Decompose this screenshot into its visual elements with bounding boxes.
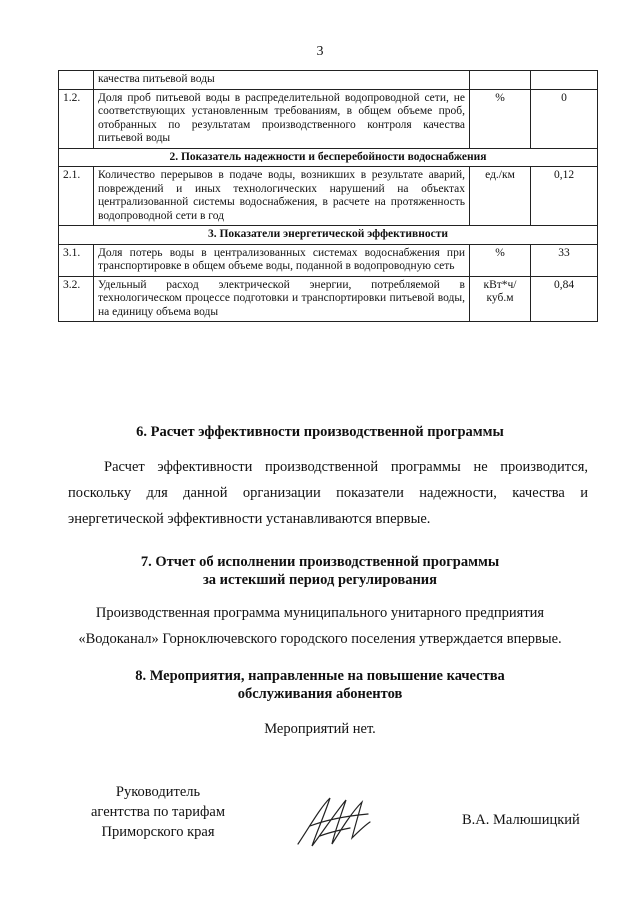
page-number: 3 <box>316 44 324 59</box>
row-value: 0 <box>531 89 598 148</box>
row-number: 3.2. <box>59 276 94 322</box>
row-unit: кВт*ч/ куб.м <box>470 276 531 322</box>
section-6-title: 6. Расчет эффективности производственной программы <box>136 424 504 440</box>
table-row <box>59 89 598 148</box>
table-row <box>59 71 598 90</box>
section-8-title-line1: 8. Мероприятия, направленные на повышение качества <box>135 668 505 684</box>
position-line: агентства по тарифам <box>91 804 225 820</box>
section-8-title-line2: обслуживания абонентов <box>237 686 403 702</box>
row-unit: % <box>470 89 531 148</box>
row-unit: % <box>470 244 531 276</box>
section-7-text-line1: Производственная программа муниципального унитарного предприятия <box>95 605 545 621</box>
section-7-title-line1: 7. Отчет об исполнении производственной программы <box>140 554 500 570</box>
row-number: 1.2. <box>59 89 94 148</box>
table-row <box>59 276 598 322</box>
row-description: Доля потерь воды в централизованных системах водоснабжения при транспортировке в общем объеме воды, поданной в водопроводную сеть <box>94 244 470 276</box>
indicators-table <box>58 70 598 322</box>
position-line: Руководитель <box>115 784 201 800</box>
table-row <box>59 167 598 226</box>
section-7-title-line2: за истекший период регулирования <box>202 572 438 588</box>
row-number: 3.1. <box>59 244 94 276</box>
section-8-text: Мероприятий нет. <box>264 721 376 737</box>
signatory-name: В.А. Малюшицкий <box>462 812 580 828</box>
row-unit: ед./км <box>470 167 531 226</box>
row-description: Удельный расход электрической энергии, потребляемой в технологическом процессе подготовки и транспортировки питьевой воды, на единицу объема воды <box>94 276 470 322</box>
position-line: Приморского края <box>101 824 215 840</box>
signatory-position <box>78 782 238 842</box>
section-row <box>59 226 598 245</box>
section-heading: 3. Показатели энергетической эффективности <box>59 226 598 245</box>
table-row <box>59 244 598 276</box>
section-heading: 2. Показатель надежности и бесперебойности водоснабжения <box>59 148 598 167</box>
handwritten-signature <box>290 786 380 856</box>
row-value: 0,84 <box>531 276 598 322</box>
section-row <box>59 148 598 167</box>
row-value: 0,12 <box>531 167 598 226</box>
row-description: Количество перерывов в подаче воды, возникших в результате аварий, повреждений и иных технологических нарушений на объектах централизованной системы водоснабжения, в расчете на протяженность водопроводной сети в год <box>94 167 470 226</box>
row-description: качества питьевой воды <box>94 71 470 90</box>
section-7-text-line2: «Водоканал» Горноключевского городского поселения утверждается впервые. <box>78 631 562 647</box>
row-number: 2.1. <box>59 167 94 226</box>
row-value: 33 <box>531 244 598 276</box>
row-description: Доля проб питьевой воды в распределительной водопроводной сети, не соответствующих установленным требованиям, в общем объеме проб, отобранных по результатам производственного контроля качества питьевой воды <box>94 89 470 148</box>
section-6-text: Расчет эффективности производственной программы не производится, поскольку для данной организации показатели надежности, качества и энергетической эффективности устанавливаются впервые. <box>68 459 588 527</box>
